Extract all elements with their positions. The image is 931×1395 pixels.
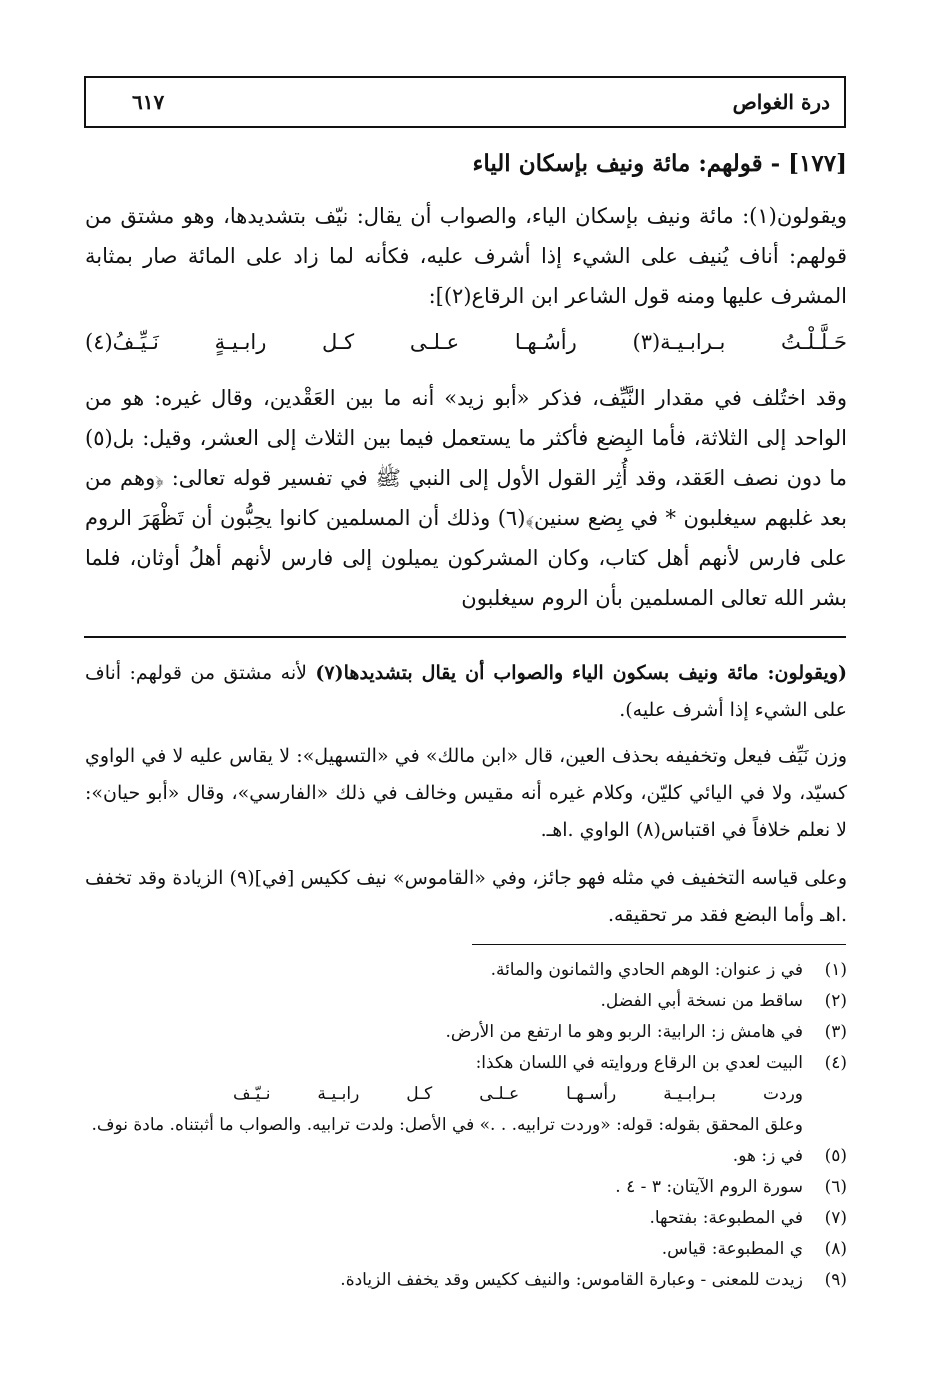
verse-word: نَـيِّـفُ(٤) <box>85 330 159 354</box>
verse-word: رابـيـة <box>317 1084 360 1104</box>
verse-word: كـل <box>406 1084 433 1104</box>
footnotes-list <box>85 955 847 1296</box>
footnote-item <box>85 1172 847 1203</box>
verse-word: كـل <box>322 330 355 354</box>
running-title: درة الغواص <box>732 90 830 114</box>
footnote-item <box>85 1048 847 1079</box>
poetry-verse <box>85 330 847 370</box>
footnote-item <box>85 1017 847 1048</box>
footnote-number: (٢) <box>824 991 847 1011</box>
verse-word: عـلـى <box>409 330 460 354</box>
verse-word: رأسُـهـا <box>514 330 577 354</box>
verse-word: رابـيـةٍ <box>214 330 267 354</box>
footnote-text: ي المطبوعة: قياس. <box>661 1239 803 1259</box>
footnote-item <box>85 1203 847 1234</box>
footnote-number: (٦) <box>824 1177 847 1197</box>
section-heading: [١٧٧] - قولهم: مائة ونيف بإسكان الياء <box>472 150 847 177</box>
footnote-divider <box>472 944 846 945</box>
footnote-text: في هامش ز: الرابية: الربو وهو ما ارتفع من الأرض. <box>445 1022 803 1042</box>
commentary-paragraph-2: وزن نَيِّف فيعل وتخفيفه بحذف العين، قال «ابن مالك» في «التسهيل»: لا يقاس عليه لا في الواوي كسيّد، ولا في اليائي كليّن، وكلام غيره أنه مقيس وخالف في ذلك «الفارسي»، وقال «أبو حيان»: لا نعلم خلافاً في اقتباس(٨) الواوي .اهـ. <box>85 745 847 841</box>
page-header <box>84 76 846 128</box>
footnote-item <box>85 1234 847 1265</box>
section-divider <box>84 636 846 638</box>
verse-word: نـيّـف <box>233 1084 271 1104</box>
footnote-verse <box>233 1079 847 1110</box>
footnote-text: البيت لعدي بن الرقاع وروايته في اللسان هكذا: <box>475 1053 803 1073</box>
verse-word: حَـلَّـلْـتُ <box>781 330 847 354</box>
footnote-number: (٤) <box>824 1053 847 1073</box>
main-paragraph-2: وقد اختُلف في مقدار النَّيِّف، فذكر «أبو زيد» أنه ما بين العَقْدين، وقال غيره: هو من الواحد إلى الثلاثة، فأما البِضع فأكثر ما يستعمل فيما بين الثلاث إلى العشر، وقيل: بل(٥) ما دون نصف العَقد، وقد أُثِر القول الأول إلى النبي ﷺ في تفسير قوله تعالى: ﴿وهم من بعد غلبهم سيغلبون * في بِضع سنين﴾(٦) وذلك أن المسلمين كانوا يحِبُّون أن تَظْهَرَ الروم على فارس لأنهم أهل كتاب، وكان المشركون يميلون إلى فارس لأنهم أهلُ أوثان، فلما بشر الله تعالى المسلمين بأن الروم سيغلبون <box>85 386 848 610</box>
commentary-paragraph-1 <box>85 655 847 729</box>
footnote-text: سورة الروم الآيتان: ٣ - ٤ . <box>615 1177 803 1197</box>
commentary-text: لأنه مشتق من قولهم: أناف على الشيء إذا أشرف عليه). <box>85 662 847 721</box>
verse-word: بـرابـيـة(٣) <box>632 330 726 354</box>
footnote-text: زيدت للمعنى - وعبارة القاموس: والنيف ككيس وقد يخفف الزيادة. <box>340 1270 803 1290</box>
main-paragraph-1: ويقولون(١): مائة ونيف بإسكان الياء، والصواب أن يقال: نيّف بتشديدها، وهو مشتق من قولهم: أناف يُنيف على الشيء إذا أشرف عليه، فكأنه لما زاد على المائة صار بمثابة المشرف عليها ومنه قول الشاعر ابن الرقاع(٢)]: <box>85 204 847 308</box>
footnote-item <box>85 1141 847 1172</box>
verse-word: وردت <box>763 1084 803 1104</box>
footnote-number: (٥) <box>824 1146 847 1166</box>
verse-word: بـرابـيـة <box>663 1084 717 1104</box>
footnote-item <box>85 986 847 1017</box>
footnote-continuation: وعلق المحقق بقوله: قوله: «وردت ترابيه. . .» في الأصل: ولدت ترابيه. والصواب ما أثبتناه. مادة نوف. <box>91 1115 803 1135</box>
verse-word: رأسـهـا <box>566 1084 617 1104</box>
footnote-text: في المطبوعة: بفتحها. <box>649 1208 803 1228</box>
page-number: ٦١٧ <box>132 90 165 114</box>
footnote-number: (٧) <box>824 1208 847 1228</box>
commentary-quote: (ويقولون: مائة ونيف بسكون الياء والصواب أن يقال بتشديدها(٧) <box>315 662 847 684</box>
footnote-number: (٣) <box>824 1022 847 1042</box>
verse-word: عـلـى <box>479 1084 520 1104</box>
footnote-number: (١) <box>824 960 847 980</box>
footnote-number: (٩) <box>824 1270 847 1290</box>
footnote-text: في ز: هو. <box>732 1146 803 1166</box>
footnote-item <box>85 955 847 986</box>
footnote-number: (٨) <box>824 1239 847 1259</box>
footnote-text: في ز عنوان: الوهم الحادي والثمانون والمائة. <box>490 960 803 980</box>
footnote-item <box>85 1265 847 1296</box>
footnote-text: ساقط من نسخة أبي الفضل. <box>600 991 803 1011</box>
commentary-paragraph-3: وعلى قياسه التخفيف في مثله فهو جائز، وفي «القاموس» نيف ككيس [في](٩) الزيادة وقد تخفف .اهـ وأما البضع فقد مر تحقيقه. <box>85 867 847 926</box>
